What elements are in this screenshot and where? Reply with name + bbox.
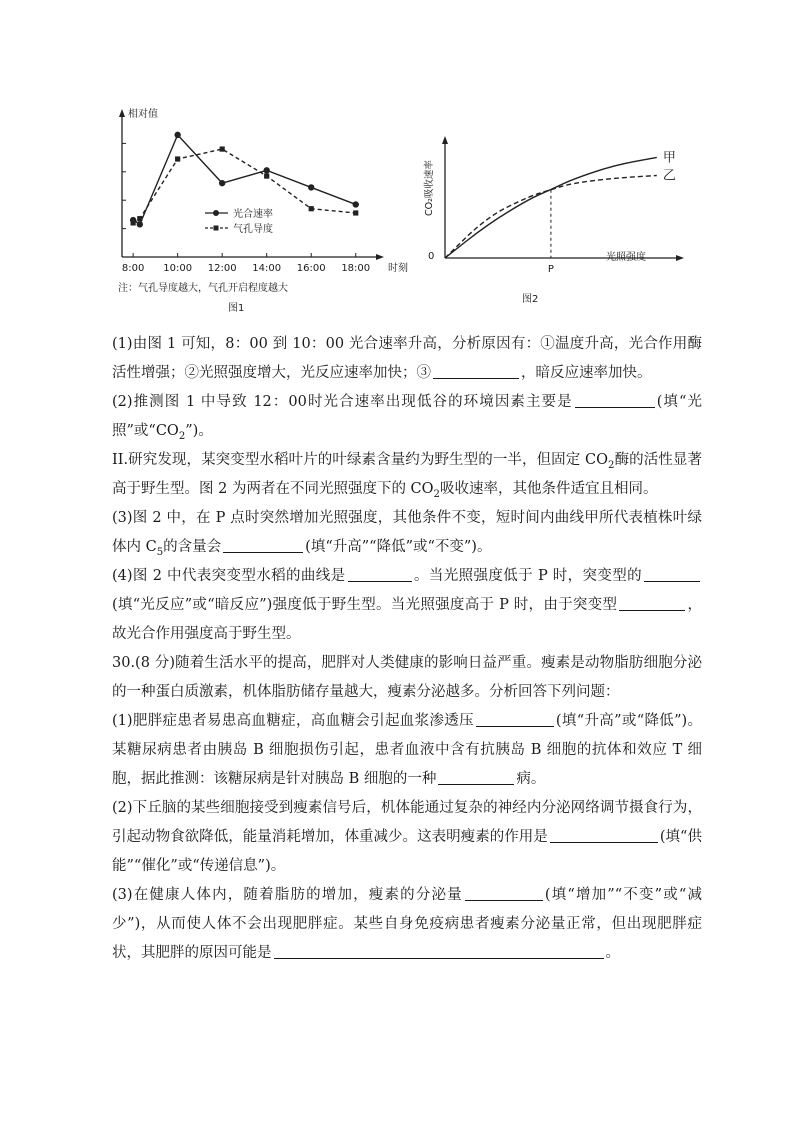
- q4-text-c: (填“光反应”或“暗反应”)强度低于野生型。当光照强度高于 P 时，由于突变型: [112, 597, 618, 613]
- p3-text-a: (3)在健康人体内，随着脂肪的增加，瘦素的分泌量: [112, 887, 463, 903]
- q30-text: 30.(8 分)随着生活水平的提高，肥胖对人类健康的影响日益严重。瘦素是动物脂肪细胞分泌的一种蛋白质激素，机体脂肪储存量越大，瘦素分泌越多。分析回答下列问题：: [112, 655, 702, 700]
- q2-text-a: (2)推测图 1 中导致 12：00时光合速率出现低谷的环境因素主要是: [112, 394, 573, 410]
- fig1-legend-marker-2: [214, 226, 219, 231]
- question-content: [112, 330, 702, 968]
- question-30-3: [112, 881, 702, 968]
- q4-text-a: (4)图 2 中代表突变型水稻的曲线是: [112, 568, 346, 584]
- fig1-xlabel: 时刻: [388, 263, 408, 274]
- fig1-x-tick-label-3: 14:00: [252, 263, 282, 274]
- fig1-point-0-3: [219, 180, 225, 186]
- fig2-p-label: P: [547, 264, 554, 275]
- answer-blank-q4-3[interactable]: [619, 595, 685, 611]
- fig1-ylabel: 相对值: [128, 109, 158, 120]
- fig1-point-0-4: [263, 167, 269, 173]
- figure-1: [100, 95, 410, 325]
- fig1-point-0-6: [353, 201, 359, 207]
- answer-blank-30-3b[interactable]: [274, 943, 604, 959]
- s2-subscript-2: 2: [433, 488, 440, 500]
- q2-subscript: 2: [178, 430, 186, 442]
- fig1-point-0-1: [137, 221, 143, 227]
- figure-2-chart: [410, 130, 700, 325]
- p1-text-c: 病。: [516, 771, 546, 787]
- p1-text-b: (填“升高”或“降低”)。某糖尿病患者由胰岛 B 细胞损伤引起，患者血液中含有抗胰岛 B 细胞的抗体和效应 T 细胞，据此推测：该糖尿病是针对胰岛 B 细胞的一种: [112, 713, 702, 787]
- fig1-x-tick-label-0: 8:00: [121, 263, 145, 274]
- fig2-curve-label-0: 甲: [662, 150, 676, 166]
- q2-text-c: ”)。: [185, 423, 213, 439]
- p2-text-a: (2)下丘脑的某些细胞接受到瘦素信号后，机体能通过复杂的神经内分泌网络调节摄食行为，引起动物食欲降低，能量消耗增加，体重减少。这表明瘦素的作用是: [112, 800, 702, 845]
- fig1-note: 注：气孔导度越大，气孔开启程度越大: [118, 283, 288, 294]
- answer-blank-30-1b[interactable]: [438, 769, 514, 785]
- q3-subscript: 5: [156, 546, 164, 558]
- question-30-1: [112, 707, 702, 794]
- fig1-legend-label-2: 气孔导度: [233, 224, 273, 235]
- question-1: [112, 330, 702, 388]
- fig1-legend-label-1: 光合速率: [233, 209, 273, 220]
- answer-blank-q2[interactable]: [575, 392, 655, 408]
- fig1-point-1-4: [264, 173, 269, 178]
- fig1-point-1-1: [137, 216, 142, 221]
- fig1-point-0-2: [174, 132, 180, 138]
- fig2-xlabel: 光照强度: [606, 252, 646, 263]
- fig1-x-tick-label-4: 16:00: [296, 263, 326, 274]
- answer-blank-q4-2[interactable]: [644, 566, 700, 582]
- fig1-point-1-0: [131, 220, 136, 225]
- q3-text-b: 的含量会: [163, 539, 222, 555]
- fig2-x-arrow: [676, 255, 684, 261]
- fig1-legend-marker-1: [213, 210, 219, 216]
- fig1-x-arrow: [376, 254, 384, 260]
- s2-subscript-1: 2: [608, 459, 615, 471]
- fig1-x-tick-label-5: 18:00: [341, 263, 371, 274]
- q4-text-d: ，故光合作用强度高于野生型。: [112, 597, 703, 642]
- fig2-y-arrow: [442, 136, 448, 144]
- fig1-point-1-3: [220, 146, 225, 151]
- answer-blank-30-2[interactable]: [550, 827, 658, 843]
- figure-2: [410, 130, 700, 325]
- s2-text-b: 酶的活性显著高于野生型。图 2 为两者在不同光照强度下的 CO: [112, 452, 703, 497]
- s2-text-c: 吸收速率，其他条件适宜且相同。: [440, 481, 658, 497]
- fig2-ylabel: CO₂吸收速率: [424, 160, 435, 216]
- figure-1-chart: [100, 95, 410, 325]
- answer-blank-q3[interactable]: [223, 537, 303, 553]
- question-4: [112, 562, 702, 649]
- question-30-2: [112, 794, 702, 881]
- fig1-caption: 图1: [228, 303, 245, 314]
- question-3: [112, 504, 702, 562]
- fig1-y-arrow: [119, 109, 125, 117]
- answer-blank-q4-1[interactable]: [348, 566, 412, 582]
- q1-text-a: (1)由图 1 可知，8：00 到 10：00 光合速率升高，分析原因有：①温度升高，光合作用酶活性增强；②光照强度增大，光反应速率加快；③: [112, 336, 702, 381]
- p3-text-c: 。: [605, 945, 620, 961]
- fig1-point-0-5: [308, 184, 314, 190]
- question-2: [112, 388, 702, 446]
- s2-text-a: II.研究发现，某突变型水稻叶片的叶绿素含量约为野生型的一半，但固定 CO: [112, 452, 609, 468]
- fig2-caption: 图2: [522, 294, 539, 305]
- answer-blank-q1[interactable]: [433, 363, 519, 379]
- fig2-curve-label-1: 乙: [662, 168, 676, 184]
- fig1-point-1-2: [175, 156, 180, 161]
- figure-area: [100, 95, 700, 330]
- q4-text-b: 。当光照强度低于 P 时，突变型的: [413, 568, 642, 584]
- fig1-x-tick-label-1: 10:00: [163, 263, 193, 274]
- fig1-point-1-5: [309, 206, 314, 211]
- p3-text-b: (填“增加”“不变”或“减少”)，从而使人体不会出现肥胖症。某些自身免疫病患者瘦素分泌量正常，但出现肥胖症状，其肥胖的原因可能是: [112, 887, 702, 961]
- q2-text-b: (填“光照”或“CO: [112, 394, 702, 439]
- q3-text-c: (填“升高”“降低”或“不变”)。: [305, 539, 492, 555]
- answer-blank-30-3a[interactable]: [465, 885, 543, 901]
- q3-text-a: (3)图 2 中，在 P 点时突然增加光照强度，其他条件不变，短时间内曲线甲所代表植株叶绿体内 C: [112, 510, 702, 555]
- p2-text-b: (填“供能”“催化”或“传递信息”)。: [112, 829, 702, 874]
- fig2-origin: 0: [428, 251, 435, 262]
- q1-text-b: ，暗反应速率加快。: [521, 365, 652, 381]
- fig1-x-tick-label-2: 12:00: [207, 263, 237, 274]
- fig1-point-1-6: [353, 210, 358, 215]
- section-2-intro: [112, 446, 702, 504]
- answer-blank-30-1a[interactable]: [476, 711, 554, 727]
- p1-text-a: (1)肥胖症患者易患高血糖症，高血糖会引起血浆渗透压: [112, 713, 474, 729]
- question-30-intro: [112, 649, 702, 707]
